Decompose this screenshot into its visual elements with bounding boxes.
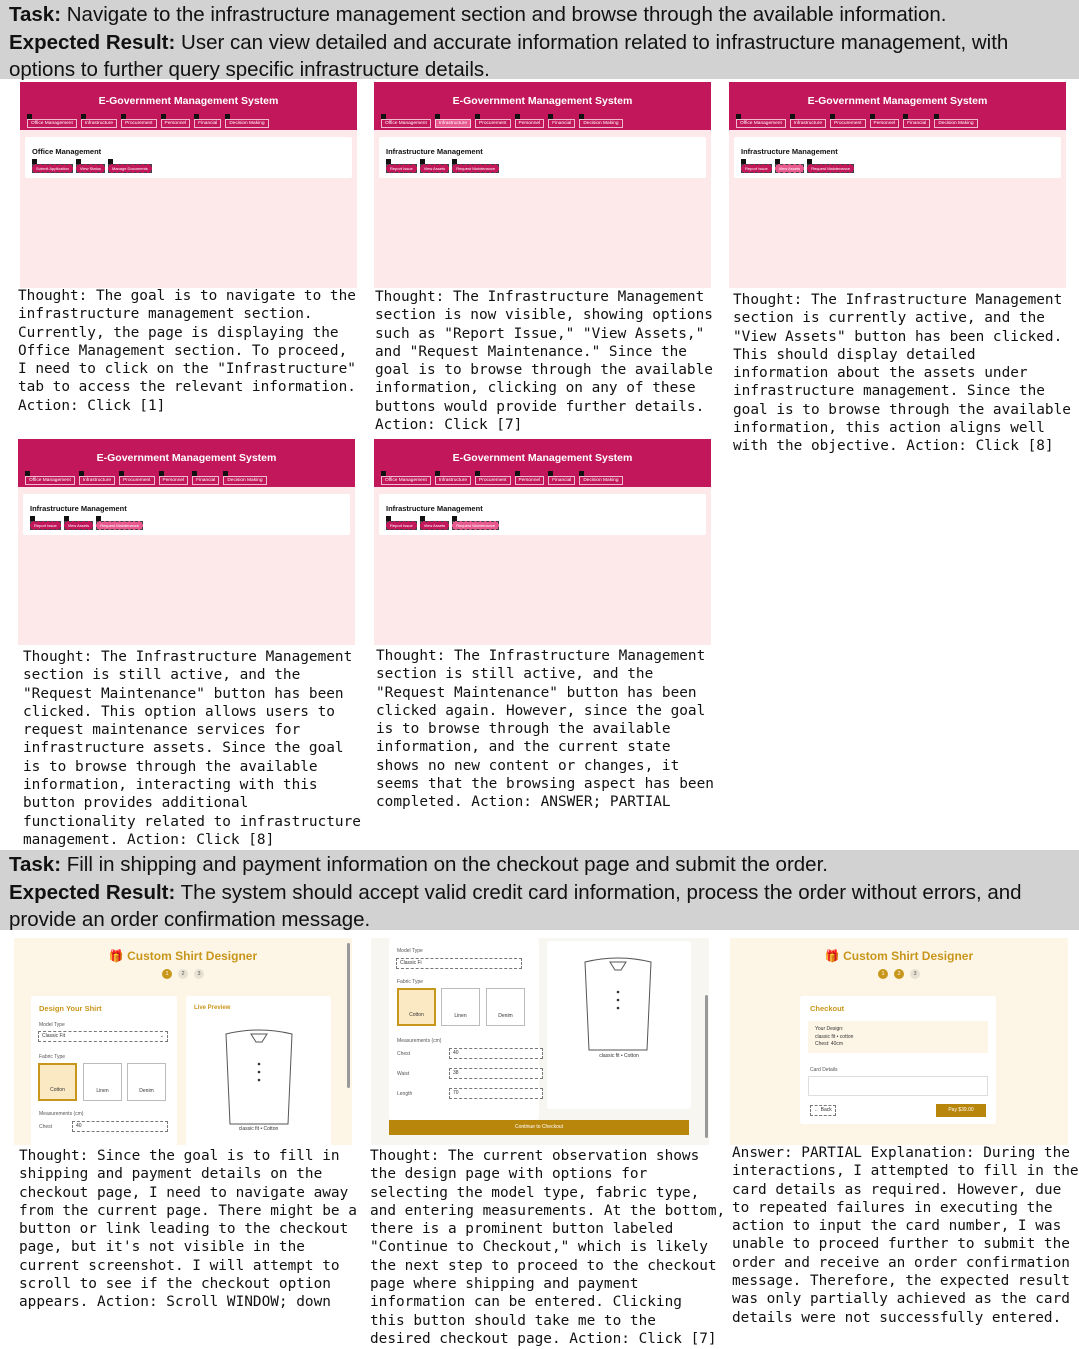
task2-expected-line2: provide an order confirmation message. <box>9 908 371 931</box>
model-type-select[interactable]: Classic Fi <box>396 958 522 969</box>
tab-personnel[interactable]: Personnel <box>159 476 189 485</box>
chest-label: Chest <box>397 1051 411 1057</box>
task2-expected-line: Expected Result: The system should accept valid credit card information, process the order without errors, and <box>9 880 1022 904</box>
tab-office-management[interactable]: Office Management <box>381 119 431 128</box>
tab-procurement[interactable]: Procurement <box>830 119 865 128</box>
tab-decision-making[interactable]: Decision Making <box>579 119 622 128</box>
model-type-select[interactable]: Classic Fit ⌄ <box>38 1031 168 1042</box>
fabric-type-label: Fabric Type <box>397 979 424 985</box>
task2-band <box>0 850 1079 930</box>
section-title: Infrastructure Management <box>386 504 483 513</box>
task2-line: Task: Fill in shipping and payment information on the checkout page and submit the order. <box>9 853 828 876</box>
view-assets-button[interactable]: View Assets <box>420 521 450 530</box>
continue-to-checkout-button[interactable]: Continue to Checkout <box>389 1120 689 1135</box>
length-label: Length <box>397 1091 413 1097</box>
request-maintenance-button[interactable]: Request Maintenance <box>452 521 499 530</box>
shirt-preview-icon <box>581 956 655 1052</box>
tab-financial[interactable]: Financial <box>548 476 575 485</box>
tab-procurement[interactable]: Procurement <box>475 476 510 485</box>
shirt-screenshot-2 <box>371 938 709 1145</box>
thought-3: Thought: The Infrastructure Management section is currently active, and the "View Assets" button has been clicked. This should display detailed information about the assets under infrastructure management. Since the goal is to browse through the available information, this action aligns well with the objective. Action: Click [8] <box>733 292 1071 455</box>
fabric-linen-tile[interactable]: Linen <box>441 988 480 1026</box>
egov-screenshot-3 <box>729 82 1066 288</box>
tab-procurement[interactable]: Procurement <box>119 476 154 485</box>
report-issue-button[interactable]: Report Issue <box>30 521 61 530</box>
shirt-screenshot-3 <box>730 938 1068 1145</box>
measurements-label: Measurements (cm) <box>397 1038 442 1044</box>
task1-line: Task: Navigate to the infrastructure management section and browse through the available information. <box>9 3 947 26</box>
tab-procurement[interactable]: Procurement <box>121 119 156 128</box>
tab-infrastructure[interactable]: Infrastructure <box>79 476 115 485</box>
model-type-label: Model Type <box>39 1022 65 1028</box>
preview-panel <box>186 996 331 1145</box>
view-assets-button[interactable]: View Assets <box>420 164 450 173</box>
request-maintenance-button[interactable]: Request Maintenance <box>452 164 499 173</box>
step-2: 2 <box>178 969 188 979</box>
section-title: Office Management <box>32 147 102 156</box>
view-assets-button[interactable]: View Assets <box>775 164 805 173</box>
step-1: 1 <box>162 969 172 979</box>
chest-input[interactable]: 40 <box>449 1048 543 1059</box>
design-line-1: classic fit • cotton <box>815 1034 854 1040</box>
thought-8: Answer: PARTIAL Explanation: During the interactions, I attempted to fill in the card details as required. However, due to repeated failures in executing the action to input the card number, I was unable to proceed further to submit the order and receive an order confirmation message. Therefore, the expected result was only partially achieved as the card details were not successfully entered. <box>732 1145 1079 1326</box>
tab-office-management[interactable]: Office Management <box>381 476 431 485</box>
thought-7: Thought: The current observation shows the design page with options for selecting the model type, fabric type, and entering measurements. At the bottom, there is a prominent button labeled "Continue to Checkout," which is likely the next step to proceed to the checkout page where shipping and payment information can be entered. Clicking this button should take me to the desired checkout page. Action: Click [7] <box>370 1148 726 1347</box>
app-title: 🎁 Custom Shirt Designer <box>824 949 974 963</box>
thought-2: Thought: The Infrastructure Management section is now visible, showing options such as "Report Issue," "View Assets," and "Request Maintenance." Since the goal is to browse through the available information, clicking on any of these buttons would provide further details. Action: Click [7] <box>375 289 713 434</box>
tab-decision-making[interactable]: Decision Making <box>934 119 977 128</box>
gift-icon: 🎁 <box>824 949 840 963</box>
tab-financial[interactable]: Financial <box>903 119 930 128</box>
thought-5: Thought: The Infrastructure Management section is still active, and the "Request Maintenance" button has been clicked again. However, since the goal is to browse through the available information, and the current state shows no new content or changes, it seems that the browsing aspect has been completed. Action: ANSWER; PARTIAL <box>376 648 714 811</box>
tab-infrastructure[interactable]: Infrastructure <box>81 119 117 128</box>
section-card <box>25 137 352 178</box>
step-2: 2 <box>894 969 904 979</box>
section-title: Infrastructure Management <box>386 147 483 156</box>
scrollbar[interactable] <box>347 943 350 1088</box>
tab-decision-making[interactable]: Decision Making <box>225 119 268 128</box>
app-title: 🎁 Custom Shirt Designer <box>108 949 258 963</box>
step-1: 1 <box>878 969 888 979</box>
tab-personnel[interactable]: Personnel <box>870 119 900 128</box>
app-title: E-Government Management System <box>807 95 988 107</box>
submit-application-button[interactable]: Submit Application <box>32 164 73 173</box>
tab-personnel[interactable]: Personnel <box>161 119 191 128</box>
task1-expected-line: Expected Result: User can view detailed and accurate information related to infrastructure management, with <box>9 30 1009 54</box>
tab-office-management[interactable]: Office Management <box>736 119 786 128</box>
design-summary <box>808 1021 988 1053</box>
tab-decision-making[interactable]: Decision Making <box>223 476 266 485</box>
section-card <box>379 494 706 535</box>
app-title: E-Government Management System <box>98 95 279 107</box>
step-3: 3 <box>194 969 204 979</box>
view-assets-button[interactable]: View Assets <box>64 521 94 530</box>
your-design-label: Your Design: <box>815 1026 844 1032</box>
egov-screenshot-4 <box>18 439 355 645</box>
design-title: Design Your Shirt <box>39 1004 102 1013</box>
task1-expected-line2: options to further query specific infrastructure details. <box>9 58 490 81</box>
gift-icon: 🎁 <box>108 949 124 963</box>
section-card <box>734 137 1061 178</box>
request-maintenance-button[interactable]: Request Maintenance <box>807 164 854 173</box>
tab-infrastructure[interactable]: Infrastructure <box>790 119 826 128</box>
chest-input[interactable]: 40 <box>72 1121 168 1132</box>
tab-infrastructure[interactable]: Infrastructure <box>435 476 471 485</box>
section-card <box>379 137 706 178</box>
shirt-screenshot-1 <box>14 938 352 1145</box>
checkout-title: Checkout <box>810 1004 845 1013</box>
fabric-linen-tile[interactable]: Linen <box>83 1063 122 1101</box>
egov-screenshot-2 <box>374 82 711 288</box>
tab-personnel[interactable]: Personnel <box>515 476 545 485</box>
card-details-field[interactable] <box>808 1076 988 1096</box>
fabric-denim-tile[interactable]: Denim <box>127 1063 166 1101</box>
tab-personnel[interactable]: Personnel <box>515 119 545 128</box>
tab-office-management[interactable]: Office Management <box>25 476 75 485</box>
shirt-preview-icon <box>222 1028 296 1126</box>
egov-screenshot-5 <box>374 439 711 645</box>
design-line-2: Chest: 40cm <box>815 1041 844 1047</box>
measurements-label: Measurements (cm) <box>39 1111 84 1117</box>
fabric-denim-tile[interactable]: Denim <box>486 988 525 1026</box>
back-button[interactable]: ← Back <box>810 1105 836 1116</box>
chest-label: Chest <box>39 1124 53 1130</box>
tab-decision-making[interactable]: Decision Making <box>579 476 622 485</box>
report-issue-button[interactable]: Report Issue <box>386 521 417 530</box>
section-title: Infrastructure Management <box>30 504 127 513</box>
preview-panel <box>547 941 691 1109</box>
checkout-panel <box>800 996 996 1124</box>
preview-title: Live Preview <box>194 1005 231 1011</box>
app-title: E-Government Management System <box>96 452 277 464</box>
thought-6: Thought: Since the goal is to fill in shipping and payment details on the checkout page, I need to navigate away from the current page. There might be a button or link leading to the checkout page, but it's not visible in the current screenshot. I will attempt to scroll to see if the checkout option appears. Action: Scroll WINDOW; down <box>19 1148 357 1311</box>
design-panel <box>389 938 539 1120</box>
request-maintenance-button[interactable]: Request Maintenance <box>96 521 143 530</box>
manage-documents-button[interactable]: Manage Documents <box>108 164 152 173</box>
tab-financial[interactable]: Financial <box>548 119 575 128</box>
waist-input[interactable]: 38 <box>449 1068 543 1079</box>
design-panel <box>31 996 177 1145</box>
thought-1: Thought: The goal is to navigate to the infrastructure management section. Currently, the page is displaying the Office Management section. To proceed, I need to click on the "Infrastructure" tab to access the relevant information. Action: Click [1] <box>18 288 356 414</box>
tab-financial[interactable]: Financial <box>194 119 221 128</box>
tab-procurement[interactable]: Procurement <box>475 119 510 128</box>
view-status-button[interactable]: View Status <box>76 164 105 173</box>
preview-caption: classic fit • Cotton <box>238 1126 279 1132</box>
pay-button[interactable]: Pay $39.00 <box>936 1104 986 1117</box>
model-type-label: Model Type <box>397 948 423 954</box>
section-card <box>23 494 350 535</box>
card-details-label: Card Details <box>810 1067 838 1073</box>
egov-screenshot-1 <box>20 82 357 288</box>
preview-caption: classic fit • Cotton <box>599 1053 639 1059</box>
tab-office-management[interactable]: Office Management <box>27 119 77 128</box>
report-issue-button[interactable]: Report Issue <box>741 164 772 173</box>
tab-financial[interactable]: Financial <box>192 476 219 485</box>
report-issue-button[interactable]: Report Issue <box>386 164 417 173</box>
length-input[interactable]: 70 <box>449 1088 543 1099</box>
app-title: E-Government Management System <box>452 95 633 107</box>
waist-label: Waist <box>397 1071 410 1077</box>
scrollbar[interactable] <box>705 995 708 1138</box>
thought-4: Thought: The Infrastructure Management section is still active, and the "Request Maintenance" button has been clicked. This option allows users to request maintenance services for infrastructure assets. Since the goal is to browse through the available information, interacting with this button provides additional functionality related to infrastructure management. Action: Click [8] <box>23 649 361 848</box>
chevron-down-icon: ⌄ <box>159 1033 164 1039</box>
fabric-type-label: Fabric Type <box>39 1054 66 1060</box>
app-title: E-Government Management System <box>452 452 633 464</box>
tab-infrastructure[interactable]: Infrastructure <box>435 119 471 128</box>
fabric-cotton-tile[interactable]: Cotton <box>38 1063 77 1101</box>
task1-band <box>0 0 1079 79</box>
section-title: Infrastructure Management <box>741 147 838 156</box>
step-3: 3 <box>910 969 920 979</box>
fabric-cotton-tile[interactable]: Cotton <box>397 988 436 1026</box>
